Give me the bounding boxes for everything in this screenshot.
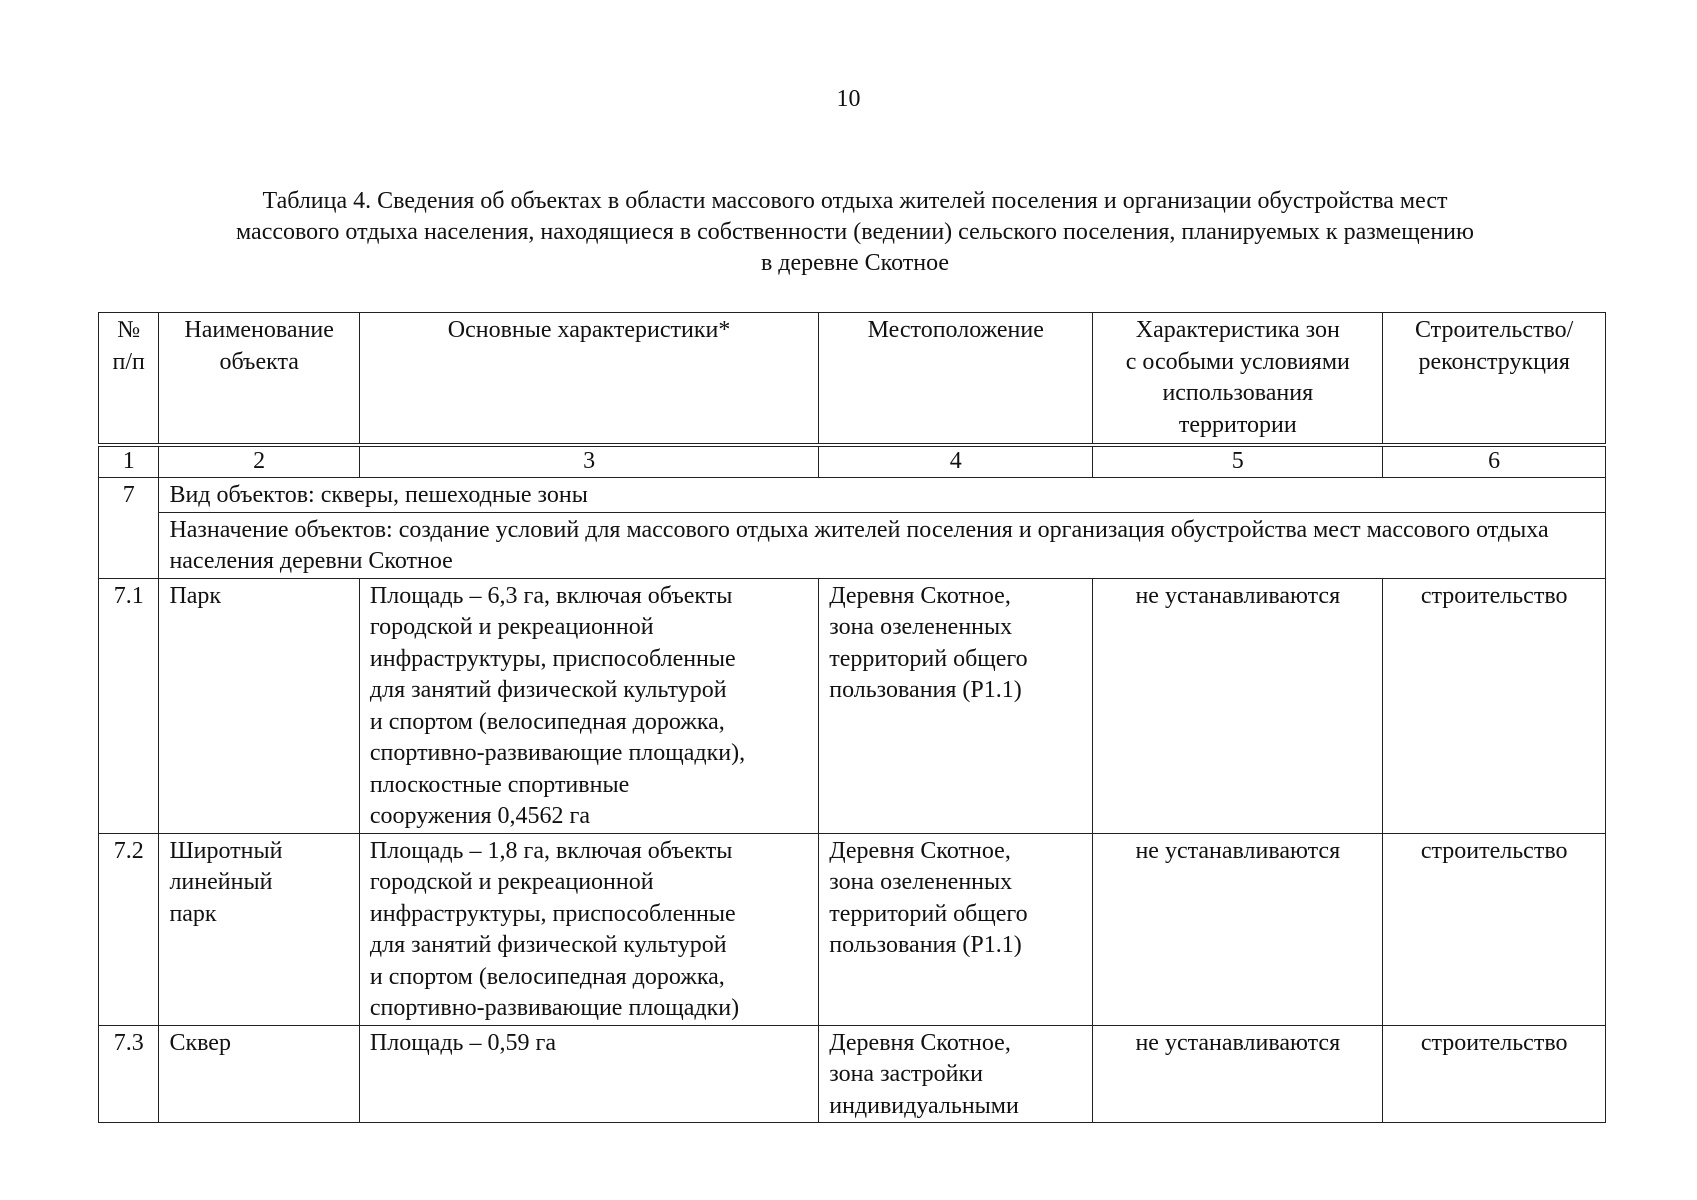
group-purpose-text: Назначение объектов: создание условий для массового отдыха жителей поселения и организация обустройства мест массового отдыха населения деревни Скотное xyxy=(159,512,1606,578)
row-zones: не устанавливаются xyxy=(1093,833,1383,1025)
table-caption xyxy=(120,186,1590,279)
row-number: 7.2 xyxy=(99,833,159,1025)
row-construction: строительство xyxy=(1383,1025,1606,1123)
header-cell-location: Местоположение xyxy=(819,313,1093,446)
column-number: 5 xyxy=(1093,445,1383,478)
caption-line: массового отдыха населения, находящиеся в собственности (ведении) сельского поселения, планируемых к размещению xyxy=(236,219,1474,245)
row-name: Широтный линейный парк xyxy=(159,833,359,1025)
objects-table xyxy=(98,312,1606,1123)
row-zones: не устанавливаются xyxy=(1093,1025,1383,1123)
row-location: Деревня Скотное, зона застройки индивидуальными xyxy=(819,1025,1093,1123)
caption-line: в деревне Скотное xyxy=(760,250,950,276)
column-number: 3 xyxy=(359,445,818,478)
header-cell-number: № п/п xyxy=(99,313,159,446)
caption-line: Таблица 4. Сведения об объектах в области массового отдыха жителей поселения и организации обустройства мест xyxy=(262,188,1448,214)
group-number: 7 xyxy=(99,478,159,579)
row-construction: строительство xyxy=(1383,578,1606,833)
table-row xyxy=(99,833,1606,1025)
row-location: Деревня Скотное, зона озелененных территорий общего пользования (Р1.1) xyxy=(819,833,1093,1025)
row-name: Парк xyxy=(159,578,359,833)
column-number: 4 xyxy=(819,445,1093,478)
header-cell-zones: Характеристика зон с особыми условиями использования территории xyxy=(1093,313,1383,446)
column-number: 6 xyxy=(1383,445,1606,478)
column-number-row xyxy=(99,445,1606,478)
page-number: 10 xyxy=(836,86,861,112)
column-number: 2 xyxy=(159,445,359,478)
header-row xyxy=(99,313,1606,446)
row-characteristics: Площадь – 1,8 га, включая объекты городской и рекреационной инфраструктуры, приспособленные для занятий физической культурой и спортом (велосипедная дорожка, спортивно-развивающие площадки) xyxy=(359,833,818,1025)
table-row xyxy=(99,578,1606,833)
table-row xyxy=(99,1025,1606,1123)
group-type-row xyxy=(99,478,1606,513)
row-construction: строительство xyxy=(1383,833,1606,1025)
row-location: Деревня Скотное, зона озелененных территорий общего пользования (Р1.1) xyxy=(819,578,1093,833)
row-number: 7.3 xyxy=(99,1025,159,1123)
row-name: Сквер xyxy=(159,1025,359,1123)
row-zones: не устанавливаются xyxy=(1093,578,1383,833)
header-cell-characteristics: Основные характеристики* xyxy=(359,313,818,446)
header-cell-name: Наименование объекта xyxy=(159,313,359,446)
row-characteristics: Площадь – 6,3 га, включая объекты городской и рекреационной инфраструктуры, приспособленные для занятий физической культурой и спортом (велосипедная дорожка, спортивно-развивающие площадки), плоскостные спортивные сооружения 0,4562 га xyxy=(359,578,818,833)
row-characteristics: Площадь – 0,59 га xyxy=(359,1025,818,1123)
row-number: 7.1 xyxy=(99,578,159,833)
header-cell-construction: Строительство/ реконструкция xyxy=(1383,313,1606,446)
group-purpose-row xyxy=(99,512,1606,578)
column-number: 1 xyxy=(99,445,159,478)
group-type-text: Вид объектов: скверы, пешеходные зоны xyxy=(159,478,1606,513)
